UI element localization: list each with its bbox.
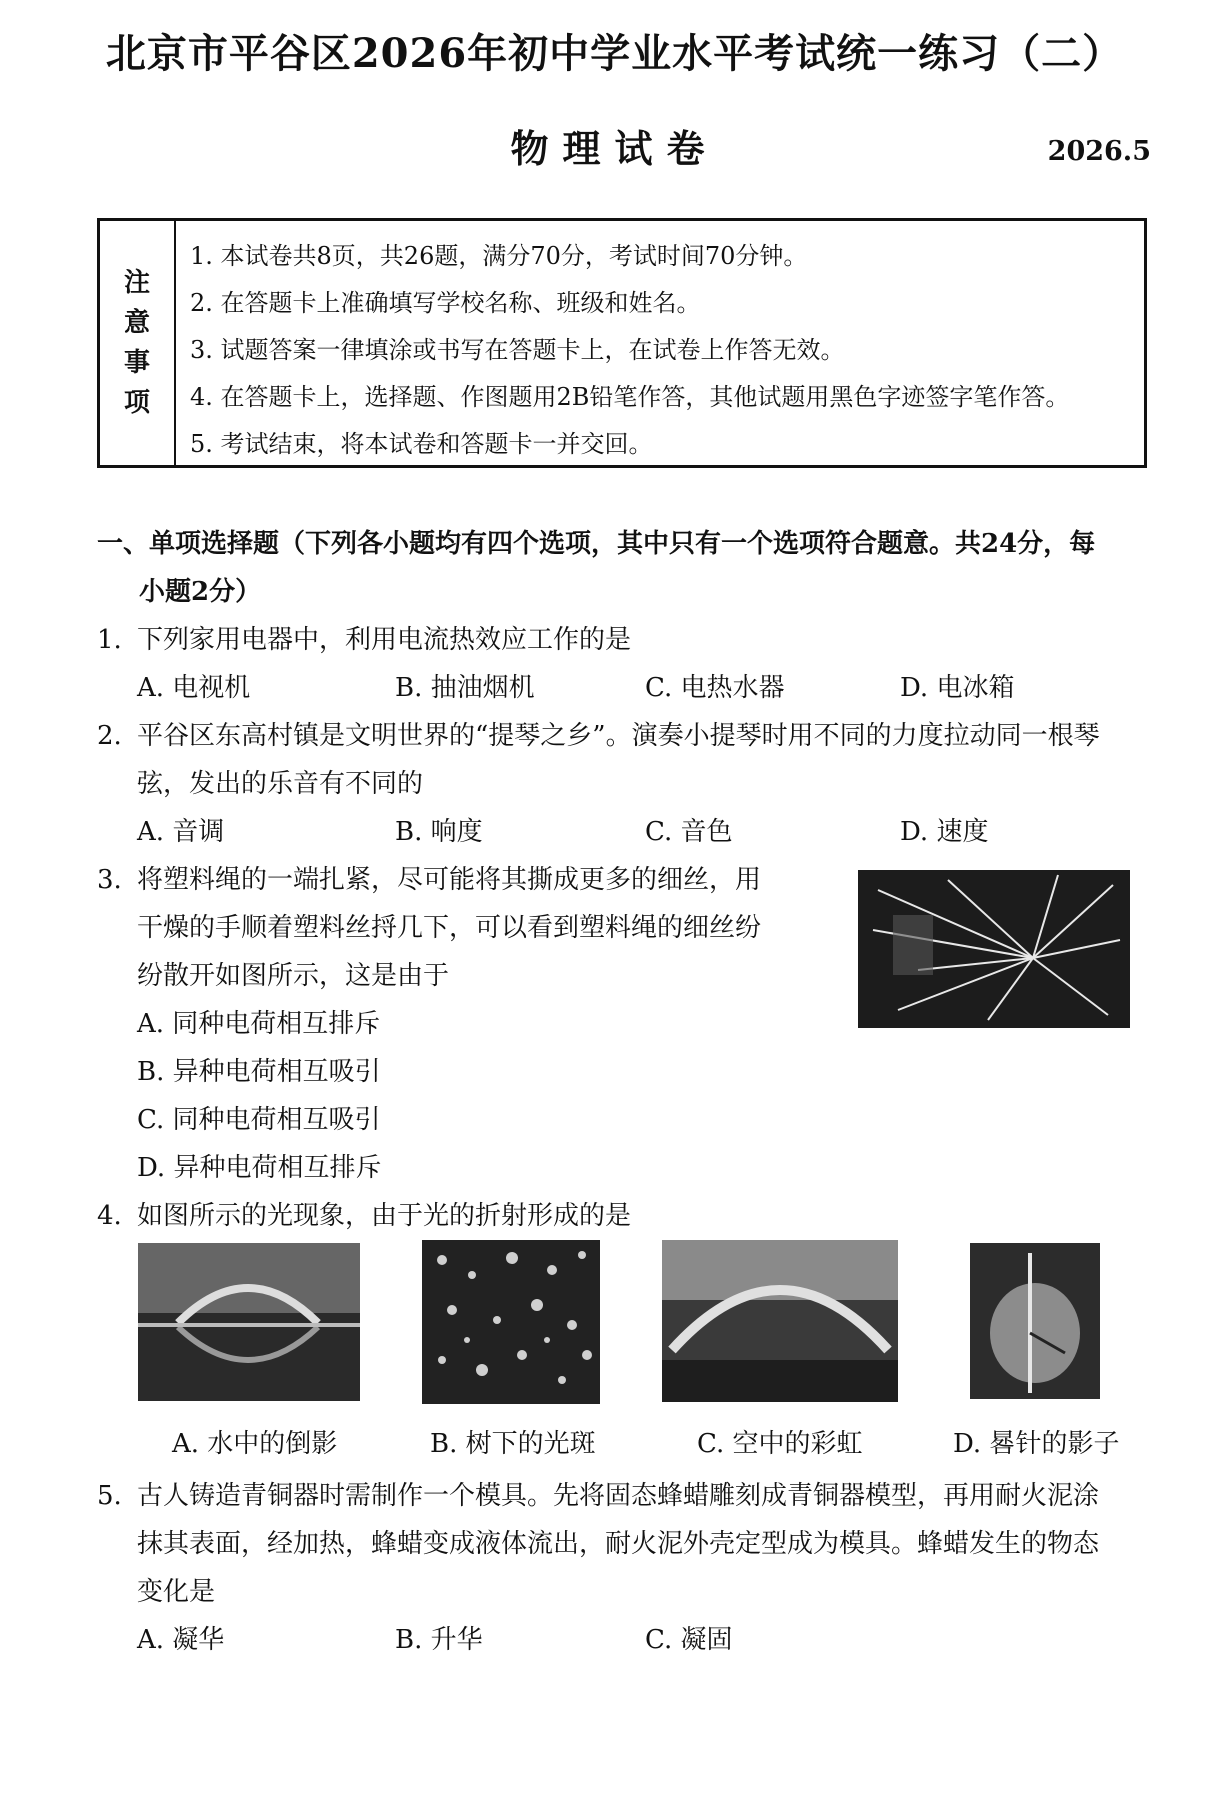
option-a: A. 音调 — [137, 817, 225, 847]
plastic-rope-photo — [858, 870, 1130, 1028]
notice-item: 2. 在答题卡上准确填写学校名称、班级和姓名。 — [190, 289, 701, 317]
notice-items — [190, 233, 1134, 468]
question-number: 2. — [97, 721, 122, 751]
section-heading-line: 一、单项选择题（下列各小题均有四个选项，其中只有一个选项符合题意。共24分，每 — [97, 529, 1096, 559]
rainbow-illustration — [662, 1240, 898, 1402]
exam-date: 2026.5 — [1047, 136, 1151, 167]
section-heading — [97, 520, 1157, 616]
option-b: B. 抽油烟机 — [395, 673, 535, 703]
question-number: 4. — [97, 1201, 122, 1231]
sundial-photo — [970, 1243, 1100, 1399]
sundial-illustration — [970, 1243, 1100, 1399]
question-stem-continued: 纷散开如图所示，这是由于 — [137, 961, 450, 991]
notice-label-char: 注 — [123, 268, 150, 298]
light-spots-photo — [422, 1240, 600, 1404]
option-d: D. 异种电荷相互排斥 — [137, 1153, 382, 1183]
notice-label-char: 意 — [123, 308, 150, 338]
question-stem: 将塑料绳的一端扎紧，尽可能将其撕成更多的细丝，用 — [137, 865, 762, 895]
question-1 — [97, 616, 631, 664]
option-b: B. 异种电荷相互吸引 — [137, 1057, 381, 1087]
option-c: C. 凝固 — [645, 1625, 733, 1655]
question-stem: 平谷区东高村镇是文明世界的“提琴之乡”。演奏小提琴时用不同的力度拉动同一根琴 — [137, 721, 1100, 751]
question-5 — [97, 1472, 1099, 1520]
notice-item: 1. 本试卷共8页，共26题，满分70分，考试时间70分钟。 — [190, 242, 808, 270]
question-stem-continued: 变化是 — [137, 1577, 216, 1607]
caption-a: A. 水中的倒影 — [172, 1429, 338, 1459]
question-stem-continued: 抹其表面，经加热，蜂蜡变成液体流出，耐火泥外壳定型成为模具。蜂蜡发生的物态 — [137, 1529, 1100, 1559]
notice-item: 5. 考试结束，将本试卷和答题卡一并交回。 — [190, 430, 653, 458]
notice-label-char: 事 — [123, 348, 150, 378]
reflection-photo — [138, 1243, 360, 1401]
question-number: 3. — [97, 865, 122, 895]
option-a: A. 电视机 — [137, 673, 251, 703]
option-c: C. 电热水器 — [645, 673, 785, 703]
option-d: D. 速度 — [900, 817, 989, 847]
option-b: B. 升华 — [395, 1625, 483, 1655]
section-heading-line: 小题2分） — [139, 577, 262, 607]
question-stem: 古人铸造青铜器时需制作一个模具。先将固态蜂蜡雕刻成青铜器模型，再用耐火泥涂 — [137, 1481, 1100, 1511]
notice-item: 4. 在答题卡上，选择题、作图题用2B铅笔作答，其他试题用黑色字迹签字笔作答。 — [190, 383, 1070, 411]
caption-b: B. 树下的光斑 — [430, 1429, 596, 1459]
question-2 — [97, 712, 1100, 760]
notice-label-char: 项 — [123, 388, 150, 418]
page-title: 北京市平谷区2026年初中学业水平考试统一练习（二） — [105, 30, 1124, 77]
option-a: A. 同种电荷相互排斥 — [137, 1009, 381, 1039]
notice-label — [100, 221, 176, 465]
exam-subtitle: 物理试卷 — [510, 126, 719, 171]
question-stem: 下列家用电器中，利用电流热效应工作的是 — [137, 625, 632, 655]
option-c: C. 同种电荷相互吸引 — [137, 1105, 381, 1135]
caption-c: C. 空中的彩虹 — [697, 1429, 863, 1459]
option-c: C. 音色 — [645, 817, 733, 847]
question-stem-continued: 干燥的手顺着塑料丝捋几下，可以看到塑料绳的细丝纷 — [137, 913, 762, 943]
light-spots-illustration — [422, 1240, 600, 1404]
caption-d: D. 晷针的影子 — [953, 1429, 1120, 1459]
option-d: D. 电冰箱 — [900, 673, 1015, 703]
question-stem-continued: 弦，发出的乐音有不同的 — [137, 769, 424, 799]
notice-item: 3. 试题答案一律填涂或书写在答题卡上，在试卷上作答无效。 — [190, 336, 845, 364]
question-3 — [97, 856, 761, 904]
question-number: 1. — [97, 625, 122, 655]
rainbow-photo — [662, 1240, 898, 1402]
bridge-reflection-illustration — [138, 1243, 360, 1401]
question-number: 5. — [97, 1481, 122, 1511]
question-stem: 如图所示的光现象，由于光的折射形成的是 — [137, 1201, 632, 1231]
option-b: B. 响度 — [395, 817, 483, 847]
question-4 — [97, 1192, 631, 1240]
notice-box — [97, 218, 1147, 468]
plastic-rope-illustration — [858, 870, 1130, 1028]
option-a: A. 凝华 — [137, 1625, 225, 1655]
